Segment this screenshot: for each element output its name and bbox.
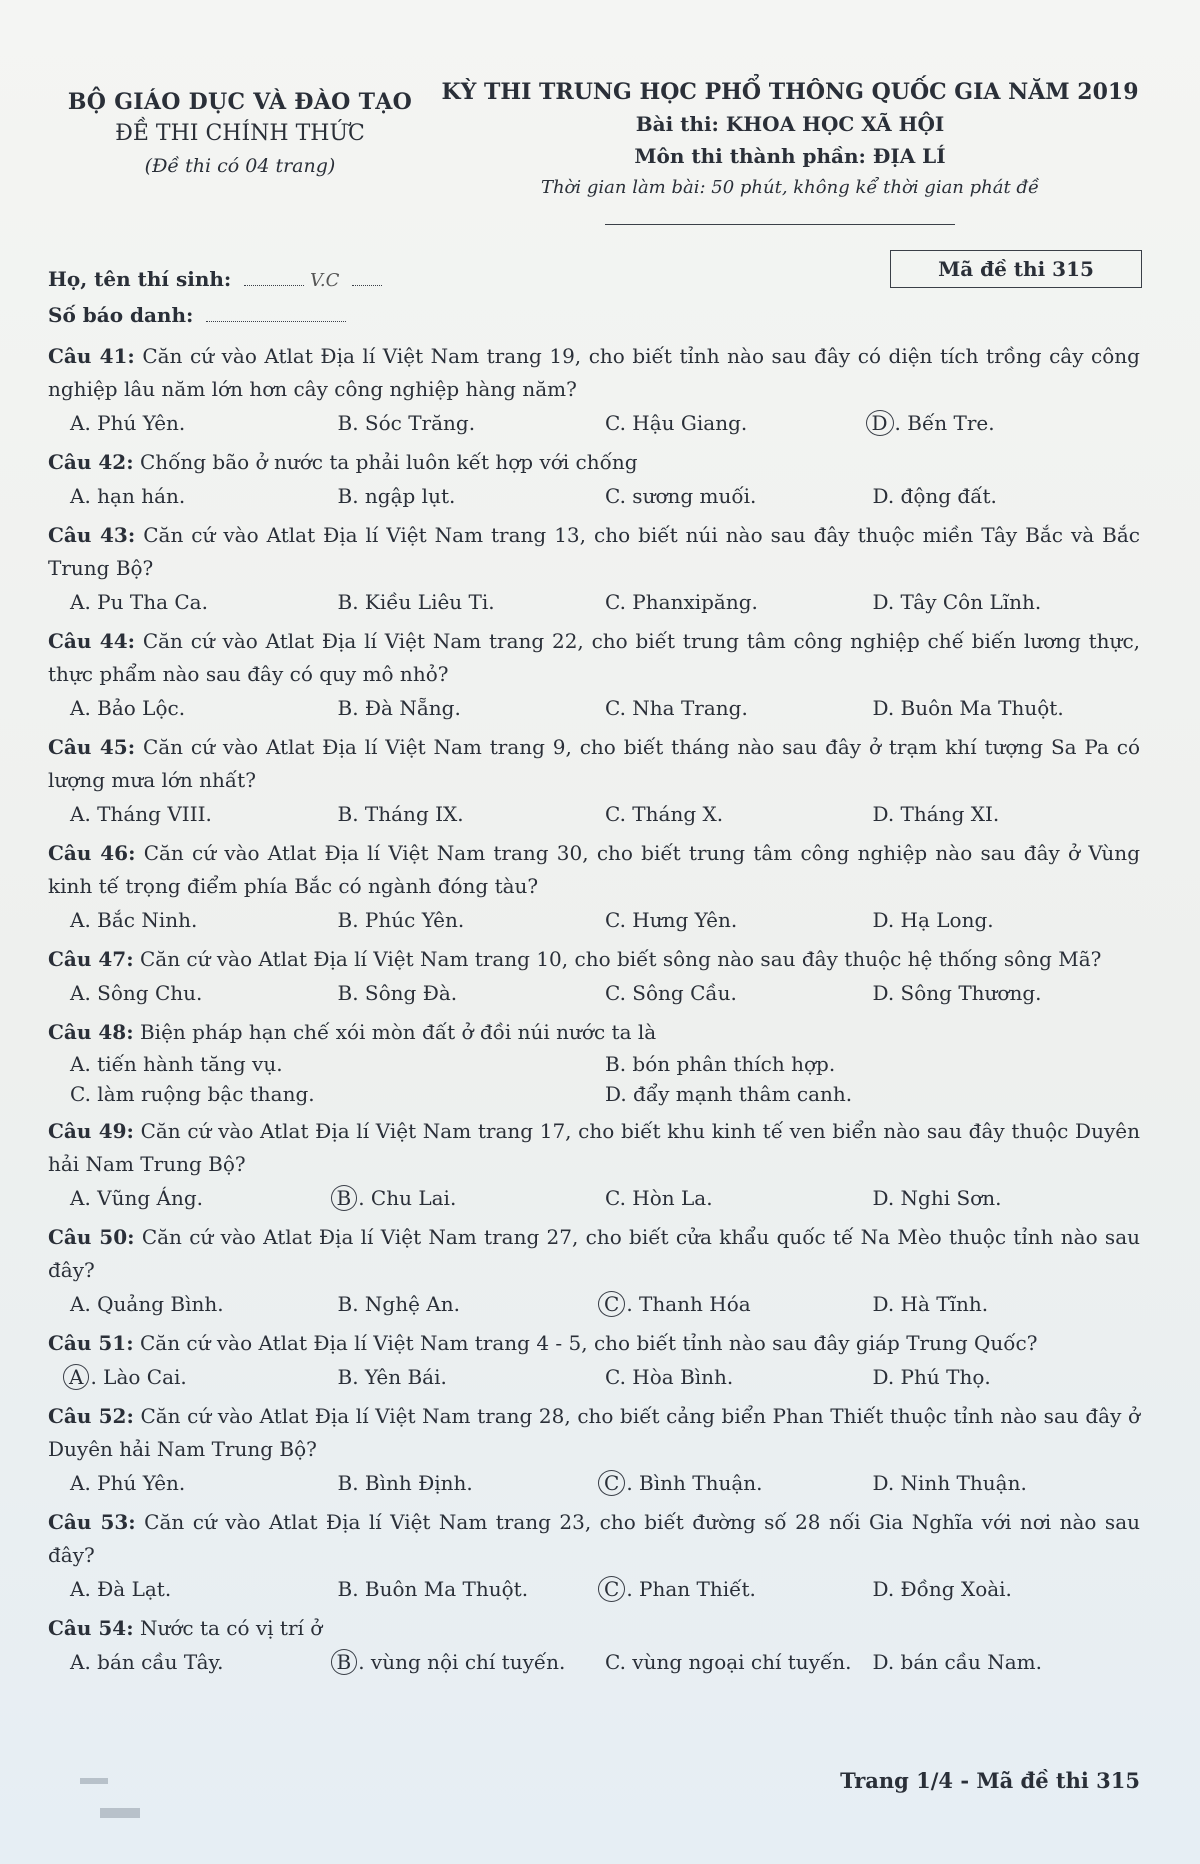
- circled-answer-mark: B: [331, 1649, 358, 1675]
- question-item: [48, 837, 1140, 937]
- answer-option: B. Kiều Liêu Ti.: [337, 590, 495, 614]
- header-right: [440, 76, 1140, 204]
- answer-option-text: . Chu Lai.: [358, 1186, 457, 1210]
- answer-option: B. Yên Bái.: [337, 1365, 447, 1389]
- circled-answer-mark: B: [331, 1185, 358, 1211]
- question-body: Căn cứ vào Atlat Địa lí Việt Nam trang 19, cho biết tỉnh nào sau đây có diện tích trồng cây công nghiệp lâu năm lớn hơn cây công nghiệp hàng năm?: [48, 344, 1140, 401]
- page-count: (Đề thi có 04 trang): [144, 155, 336, 177]
- answer-option: A. tiến hành tăng vụ.: [70, 1052, 283, 1076]
- question-text: [48, 1016, 1140, 1049]
- question-body: Căn cứ vào Atlat Địa lí Việt Nam trang 9, cho biết tháng nào sau đây ở trạm khí tượng Sa Pa có lượng mưa lớn nhất?: [48, 735, 1140, 792]
- answer-options: [48, 1049, 1140, 1109]
- question-body: Biện pháp hạn chế xói mòn đất ở đồi núi nước ta là: [139, 1020, 657, 1044]
- answer-options: [48, 903, 1140, 937]
- answer-option: D. Tháng XI.: [872, 802, 1000, 826]
- answer-options: [48, 406, 1140, 440]
- name-handwriting: V.C: [310, 270, 340, 291]
- exam-code-box: Mã đề thi 315: [890, 250, 1142, 288]
- answer-option: [605, 1466, 873, 1500]
- answer-option: A. Bảo Lộc.: [70, 696, 186, 720]
- answer-option: D. bán cầu Nam.: [872, 1650, 1042, 1674]
- answer-option: D. Buôn Ma Thuột.: [872, 696, 1064, 720]
- question-text: [48, 1400, 1140, 1466]
- answer-option: A. Quảng Bình.: [70, 1292, 224, 1316]
- answer-option: A. Tháng VIII.: [70, 802, 212, 826]
- question-item: [48, 519, 1140, 619]
- candidate-info: [48, 262, 382, 332]
- answer-options: [48, 1287, 1140, 1321]
- answer-option: B. Đà Nẵng.: [337, 696, 461, 720]
- circled-answer-mark: C: [598, 1470, 625, 1496]
- answer-option: B. ngập lụt.: [337, 484, 456, 508]
- question-text: [48, 625, 1140, 691]
- question-list: [48, 340, 1140, 1685]
- circled-answer-mark: C: [598, 1291, 625, 1317]
- question-number: Câu 44:: [48, 629, 136, 653]
- question-number: Câu 50:: [48, 1225, 135, 1249]
- exam-title: KỲ THI TRUNG HỌC PHỔ THÔNG QUỐC GIA NĂM 2019: [441, 79, 1139, 105]
- question-item: [48, 1400, 1140, 1500]
- answer-option: B. Sóc Trăng.: [337, 411, 476, 435]
- question-text: [48, 1506, 1140, 1572]
- answer-option: A. Bắc Ninh.: [70, 908, 198, 932]
- answer-option: B. bón phân thích hợp.: [605, 1052, 836, 1076]
- answer-option: D. Ninh Thuận.: [872, 1471, 1027, 1495]
- question-body: Căn cứ vào Atlat Địa lí Việt Nam trang 23, cho biết đường số 28 nối Gia Nghĩa với nơi nào sau đây?: [48, 1510, 1140, 1567]
- question-text: [48, 731, 1140, 797]
- question-text: [48, 1327, 1140, 1360]
- id-dots: [206, 301, 346, 322]
- question-item: [48, 1115, 1140, 1215]
- id-label: Số báo danh:: [48, 303, 194, 327]
- answer-option-text: . Phan Thiết.: [626, 1577, 756, 1601]
- answer-options: [48, 1360, 1140, 1394]
- question-text: [48, 446, 1140, 479]
- exam-name: Bài thi: KHOA HỌC XÃ HỘI: [635, 112, 945, 136]
- answer-option: D. Nghi Sơn.: [872, 1186, 1002, 1210]
- answer-option: B. Phúc Yên.: [337, 908, 465, 932]
- answer-option: D. Đồng Xoài.: [872, 1577, 1012, 1601]
- answer-option: D. động đất.: [872, 484, 997, 508]
- answer-option: A. Đà Lạt.: [70, 1577, 172, 1601]
- answer-option: D. đẩy mạnh thâm canh.: [605, 1082, 853, 1106]
- header-left: [60, 86, 420, 182]
- answer-option-text: . Thanh Hóa: [626, 1292, 751, 1316]
- question-body: Nước ta có vị trí ở: [139, 1616, 323, 1640]
- answer-option: [70, 1360, 338, 1394]
- question-body: Căn cứ vào Atlat Địa lí Việt Nam trang 13, cho biết núi nào sau đây thuộc miền Tây Bắc và Bắc Trung Bộ?: [48, 523, 1140, 580]
- question-item: [48, 1327, 1140, 1394]
- answer-option: C. vùng ngoại chí tuyến.: [605, 1650, 852, 1674]
- answer-options: [48, 976, 1140, 1010]
- question-number: Câu 41:: [48, 344, 135, 368]
- question-item: [48, 731, 1140, 831]
- answer-option: A. Phú Yên.: [70, 1471, 186, 1495]
- question-text: [48, 1612, 1140, 1645]
- answer-option: A. hạn hán.: [70, 484, 186, 508]
- answer-option: C. Phanxipăng.: [605, 590, 758, 614]
- official-label: ĐỀ THI CHÍNH THỨC: [115, 121, 365, 146]
- question-body: Chống bão ở nước ta phải luôn kết hợp với chống: [139, 450, 638, 474]
- answer-options: [48, 797, 1140, 831]
- scan-smudge: [80, 1778, 108, 1784]
- question-number: Câu 53:: [48, 1510, 136, 1534]
- answer-option: B. Buôn Ma Thuột.: [337, 1577, 529, 1601]
- answer-option: C. Hậu Giang.: [605, 411, 748, 435]
- answer-options: [48, 1181, 1140, 1215]
- circled-answer-mark: D: [866, 410, 894, 436]
- answer-option: [605, 1287, 873, 1321]
- circled-answer-mark: C: [598, 1576, 625, 1602]
- answer-option: C. Sông Cầu.: [605, 981, 737, 1005]
- question-item: [48, 1016, 1140, 1109]
- answer-option: [605, 1572, 873, 1606]
- answer-options: [48, 1572, 1140, 1606]
- answer-option: C. Tháng X.: [605, 802, 724, 826]
- answer-options: [48, 479, 1140, 513]
- answer-option: B. Tháng IX.: [337, 802, 464, 826]
- answer-option: B. Nghệ An.: [337, 1292, 460, 1316]
- answer-option: B. Bình Định.: [337, 1471, 473, 1495]
- subject: Môn thi thành phần: ĐỊA LÍ: [634, 144, 946, 168]
- question-number: Câu 47:: [48, 947, 134, 971]
- name-dots: [244, 265, 304, 286]
- answer-option: D. Tây Côn Lĩnh.: [872, 590, 1042, 614]
- question-text: [48, 519, 1140, 585]
- answer-option: C. Hòa Bình.: [605, 1365, 734, 1389]
- question-text: [48, 943, 1140, 976]
- question-text: [48, 1115, 1140, 1181]
- circled-answer-mark: A: [63, 1364, 89, 1390]
- answer-option: C. sương muối.: [605, 484, 757, 508]
- answer-options: [48, 691, 1140, 725]
- question-item: [48, 1506, 1140, 1606]
- question-number: Câu 46:: [48, 841, 136, 865]
- question-body: Căn cứ vào Atlat Địa lí Việt Nam trang 30, cho biết trung tâm công nghiệp nào sau đây ở Vùng kinh tế trọng điểm phía Bắc có ngành đóng tàu?: [48, 841, 1140, 898]
- answer-option-text: . Lào Cai.: [90, 1365, 187, 1389]
- question-number: Câu 45:: [48, 735, 136, 759]
- question-item: [48, 1612, 1140, 1679]
- question-item: [48, 340, 1140, 440]
- answer-option: D. Hà Tĩnh.: [872, 1292, 989, 1316]
- question-text: [48, 340, 1140, 406]
- answer-option: D. Sông Thương.: [872, 981, 1042, 1005]
- answer-options: [48, 585, 1140, 619]
- question-number: Câu 52:: [48, 1404, 134, 1428]
- page-footer: Trang 1/4 - Mã đề thi 315: [840, 1768, 1140, 1793]
- answer-option: [338, 1181, 606, 1215]
- answer-options: [48, 1645, 1140, 1679]
- question-text: [48, 1221, 1140, 1287]
- answer-option: C. Hòn La.: [605, 1186, 713, 1210]
- name-label: Họ, tên thí sinh:: [48, 267, 232, 291]
- question-number: Câu 54:: [48, 1616, 134, 1640]
- answer-option: A. Vũng Áng.: [70, 1186, 204, 1210]
- question-body: Căn cứ vào Atlat Địa lí Việt Nam trang 4 - 5, cho biết tỉnh nào sau đây giáp Trung Quốc?: [139, 1331, 1038, 1355]
- answer-option: C. Nha Trang.: [605, 696, 748, 720]
- question-body: Căn cứ vào Atlat Địa lí Việt Nam trang 22, cho biết trung tâm công nghiệp chế biến lương thực, thực phẩm nào sau đây có quy mô nhỏ?: [48, 629, 1140, 686]
- question-body: Căn cứ vào Atlat Địa lí Việt Nam trang 10, cho biết sông nào sau đây thuộc hệ thống sông Mã?: [139, 947, 1102, 971]
- question-number: Câu 43:: [48, 523, 136, 547]
- question-item: [48, 446, 1140, 513]
- answer-option: D. Hạ Long.: [872, 908, 994, 932]
- answer-option: A. Sông Chu.: [70, 981, 203, 1005]
- answer-option: A. Pu Tha Ca.: [70, 590, 208, 614]
- answer-option: A. bán cầu Tây.: [70, 1650, 224, 1674]
- question-body: Căn cứ vào Atlat Địa lí Việt Nam trang 27, cho biết cửa khẩu quốc tế Na Mèo thuộc tỉnh nào sau đây?: [48, 1225, 1140, 1282]
- answer-option: [873, 406, 1141, 440]
- header-divider: [605, 224, 955, 225]
- question-item: [48, 943, 1140, 1010]
- answer-option-text: . vùng nội chí tuyến.: [358, 1650, 566, 1674]
- question-number: Câu 51:: [48, 1331, 134, 1355]
- time-limit: Thời gian làm bài: 50 phút, không kể thời gian phát đề: [540, 177, 1040, 198]
- question-body: Căn cứ vào Atlat Địa lí Việt Nam trang 28, cho biết cảng biển Phan Thiết thuộc tỉnh nào sau đây ở Duyên hải Nam Trung Bộ?: [48, 1404, 1140, 1461]
- question-item: [48, 625, 1140, 725]
- answer-option-text: . Bình Thuận.: [626, 1471, 763, 1495]
- scan-smudge: [100, 1808, 140, 1818]
- answer-options: [48, 1466, 1140, 1500]
- question-body: Căn cứ vào Atlat Địa lí Việt Nam trang 17, cho biết khu kinh tế ven biển nào sau đây thuộc Duyên hải Nam Trung Bộ?: [48, 1119, 1140, 1176]
- answer-option: [338, 1645, 606, 1679]
- ministry-name: BỘ GIÁO DỤC VÀ ĐÀO TẠO: [67, 89, 413, 115]
- name-dots-end: [352, 265, 382, 286]
- question-number: Câu 49:: [48, 1119, 134, 1143]
- question-number: Câu 48:: [48, 1020, 134, 1044]
- answer-option-text: . Bến Tre.: [894, 411, 995, 435]
- answer-option: C. làm ruộng bậc thang.: [70, 1082, 315, 1106]
- answer-option: D. Phú Thọ.: [872, 1365, 991, 1389]
- question-number: Câu 42:: [48, 450, 134, 474]
- question-text: [48, 837, 1140, 903]
- question-item: [48, 1221, 1140, 1321]
- answer-option: C. Hưng Yên.: [605, 908, 738, 932]
- answer-option: B. Sông Đà.: [337, 981, 458, 1005]
- answer-option: A. Phú Yên.: [70, 411, 186, 435]
